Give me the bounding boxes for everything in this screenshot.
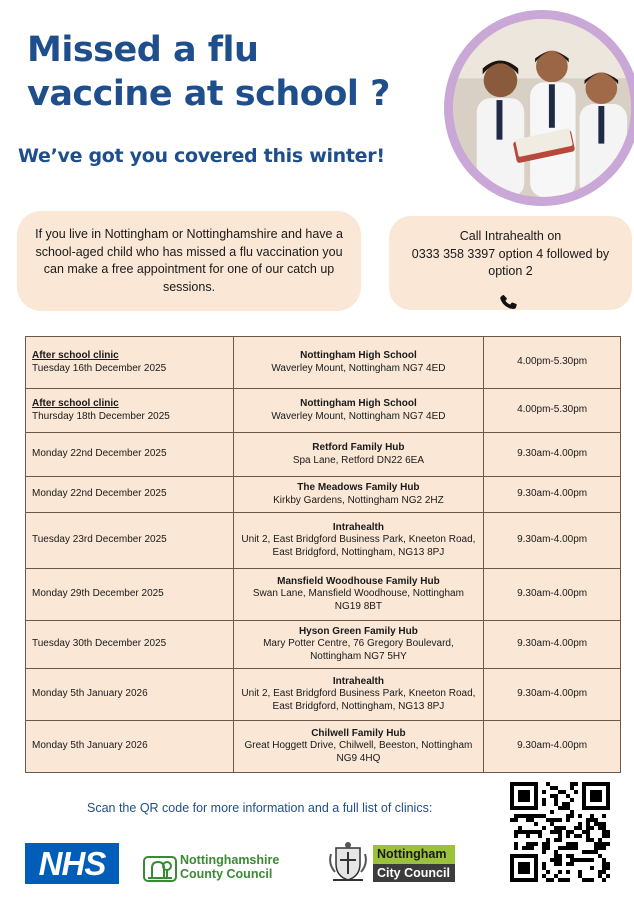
city-council-name-line2: City Council: [373, 864, 455, 882]
nhs-logo: [25, 843, 119, 884]
clinic-time-cell: 9.30am-4.00pm: [484, 477, 621, 513]
clinic-venue-cell: [233, 621, 484, 669]
clinic-venue-address: Swan Lane, Mansfield Woodhouse, Nottingham NG19 8BT: [252, 588, 464, 612]
clinic-date: Monday 5th January 2026: [32, 688, 148, 700]
clinic-venue-name: Hyson Green Family Hub: [298, 625, 418, 637]
clinic-date-cell: [26, 477, 234, 513]
clinic-row: [26, 721, 621, 773]
city-crest-icon: [327, 840, 369, 884]
clinic-date-cell: [26, 621, 234, 669]
clinic-time-cell: 9.30am-4.00pm: [484, 433, 621, 477]
clinic-type-label: After school clinic: [32, 398, 119, 409]
clinic-date: Thursday 18th December 2025: [32, 410, 170, 422]
clinic-schedule-table: [25, 336, 621, 773]
page-subheadline: We’ve got you covered this winter!: [18, 145, 385, 167]
clinic-venue-cell: [233, 337, 484, 389]
clinic-date-cell: [26, 569, 234, 621]
clinic-row: [26, 433, 621, 477]
students-photo-frame: [444, 10, 634, 206]
clinic-time-cell: 4.00pm-5.30pm: [484, 389, 621, 433]
clinic-date: Monday 5th January 2026: [32, 740, 148, 752]
clinic-date-cell: [26, 721, 234, 773]
phone-icon: [498, 292, 520, 314]
clinic-row: [26, 337, 621, 389]
eligibility-text: If you live in Nottingham or Nottinghamshire and have a school-aged child who has missed a flu vaccination you can make a free appointment for one of our catch up sessions.: [35, 227, 343, 294]
city-council-name-line1: Nottingham: [373, 845, 455, 864]
clinic-venue-name: Intrahealth: [332, 521, 384, 533]
clinic-venue-address: Mary Potter Centre, 76 Gregory Boulevard, Nottingham NG7 5HY: [263, 638, 454, 662]
clinic-type-label: After school clinic: [32, 350, 119, 361]
clinic-venue-address: Great Hoggett Drive, Chilwell, Beeston, Nottingham NG9 4HQ: [244, 740, 473, 764]
call-label: Call Intrahealth on: [459, 229, 562, 243]
clinic-row: [26, 513, 621, 569]
clinic-row: [26, 621, 621, 669]
clinic-venue-cell: [233, 721, 484, 773]
qr-code[interactable]: [510, 782, 610, 882]
qr-caption: Scan the QR code for more information and a full list of clinics:: [87, 801, 433, 815]
clinic-row: [26, 669, 621, 721]
clinic-date-cell: [26, 389, 234, 433]
students-photo: [453, 19, 631, 197]
clinic-venue-cell: [233, 433, 484, 477]
eligibility-info-box: [17, 211, 361, 311]
clinic-time-cell: 9.30am-4.00pm: [484, 569, 621, 621]
clinic-venue-name: Mansfield Woodhouse Family Hub: [277, 575, 440, 587]
clinic-date: Tuesday 30th December 2025: [32, 638, 167, 650]
clinic-venue-address: Waverley Mount, Nottingham NG7 4ED: [271, 410, 446, 422]
clinic-row: [26, 569, 621, 621]
clinic-venue-cell: [233, 569, 484, 621]
clinic-date-cell: [26, 513, 234, 569]
headline-line-2: vaccine at school ?: [27, 74, 390, 114]
clinic-date: Monday 29th December 2025: [32, 588, 164, 600]
clinic-date-cell: [26, 669, 234, 721]
clinic-venue-name: Chilwell Family Hub: [311, 727, 406, 739]
clinic-venue-name: The Meadows Family Hub: [297, 482, 420, 493]
call-phone-number[interactable]: 0333 358 3397 option 4 followed by option 2: [411, 246, 610, 278]
page-headline: [27, 28, 390, 116]
headline-line-1: Missed a flu: [27, 30, 259, 70]
nhs-logo-text: NHS: [38, 844, 106, 882]
clinic-venue-address: Unit 2, East Bridgford Business Park, Kneeton Road, East Bridgford, Nottingham, NG13 8PJ: [241, 688, 476, 712]
clinic-date: Monday 22nd December 2025: [32, 488, 167, 500]
clinic-date-cell: [26, 337, 234, 389]
clinic-date: Monday 22nd December 2025: [32, 448, 167, 460]
clinic-venue-cell: [233, 513, 484, 569]
clinic-venue-name: Nottingham High School: [300, 350, 417, 361]
clinic-time-cell: 9.30am-4.00pm: [484, 621, 621, 669]
clinic-venue-name: Nottingham High School: [300, 398, 417, 409]
nottingham-city-council-logo: [373, 845, 455, 882]
clinic-venue-cell: [233, 389, 484, 433]
clinic-date: Tuesday 16th December 2025: [32, 362, 167, 374]
county-council-emblem-icon: [143, 854, 177, 884]
clinic-venue-address: Kirkby Gardens, Nottingham NG2 2HZ: [273, 494, 444, 506]
clinic-venue-address: Unit 2, East Bridgford Business Park, Kneeton Road, East Bridgford, Nottingham, NG13 8PJ: [241, 534, 476, 558]
clinic-venue-cell: [233, 477, 484, 513]
clinic-time-cell: 4.00pm-5.30pm: [484, 337, 621, 389]
clinic-date-cell: [26, 433, 234, 477]
clinic-date: Tuesday 23rd December 2025: [32, 534, 167, 546]
clinic-time-cell: 9.30am-4.00pm: [484, 721, 621, 773]
nottinghamshire-county-council-logo: [143, 853, 318, 887]
clinic-row: [26, 477, 621, 513]
clinic-row: [26, 389, 621, 433]
clinic-time-cell: 9.30am-4.00pm: [484, 513, 621, 569]
clinic-time-cell: 9.30am-4.00pm: [484, 669, 621, 721]
clinic-venue-address: Waverley Mount, Nottingham NG7 4ED: [271, 362, 446, 374]
clinic-venue-cell: [233, 669, 484, 721]
clinic-venue-address: Spa Lane, Retford DN22 6EA: [292, 454, 425, 466]
county-council-name: Nottinghamshire County Council: [180, 853, 280, 881]
clinic-venue-name: Retford Family Hub: [312, 442, 405, 453]
clinic-venue-name: Intrahealth: [332, 675, 384, 687]
